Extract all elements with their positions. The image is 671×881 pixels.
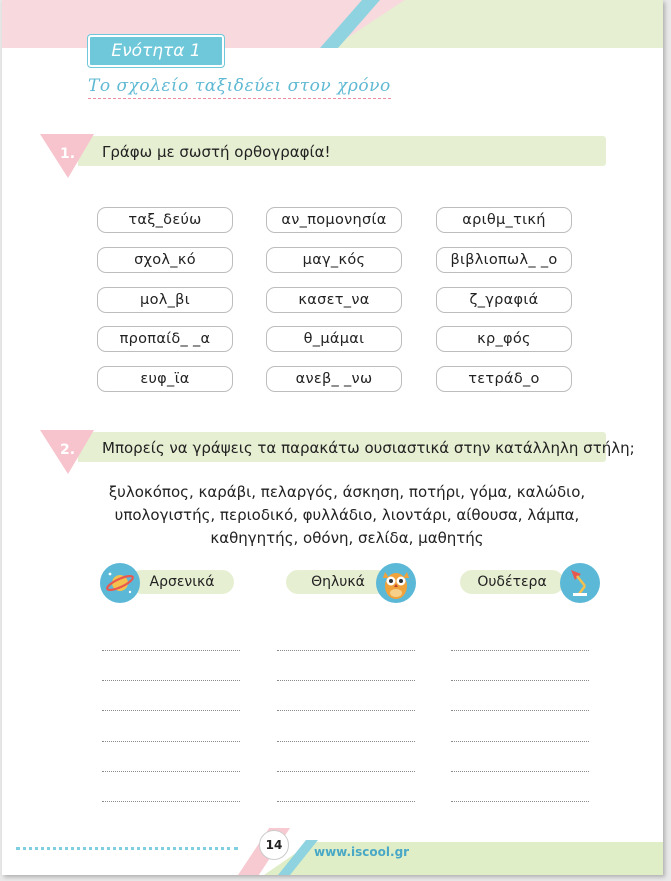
- worksheet-page: [2, 0, 663, 875]
- answer-line[interactable]: [451, 771, 589, 772]
- planet-icon: [99, 562, 141, 604]
- answer-line[interactable]: [102, 650, 240, 651]
- answer-line[interactable]: [277, 650, 415, 651]
- word-pill: τετράδ_ο: [436, 366, 572, 392]
- word-pill: ανεβ_ _νω: [266, 366, 402, 392]
- column-label-masculine: Αρσενικά: [130, 570, 234, 594]
- word-pill: κρ_φός: [436, 326, 572, 352]
- word-pill: αριθμ_τική: [436, 207, 572, 233]
- answer-line[interactable]: [277, 680, 415, 681]
- footer-dotted-rule: [16, 847, 238, 850]
- exercise1-number: 1.: [60, 146, 76, 162]
- answer-line[interactable]: [102, 710, 240, 711]
- answer-line[interactable]: [277, 741, 415, 742]
- word-pill: μαγ_κός: [266, 247, 402, 273]
- column-label-feminine: Θηλυκά: [286, 570, 390, 594]
- word-pill: ευφ_ϊα: [97, 366, 233, 392]
- exercise2-instruction: Μπορείς να γράψεις τα παρακάτω ουσιαστικά στην κατάλληλη στήλη;: [102, 439, 635, 457]
- owl-icon: [375, 562, 417, 604]
- answer-line[interactable]: [102, 771, 240, 772]
- answer-line[interactable]: [102, 741, 240, 742]
- page-number: 14: [259, 830, 289, 860]
- unit-title: Το σχολείο ταξιδεύει στον χρόνο: [88, 76, 391, 99]
- answer-line[interactable]: [451, 650, 589, 651]
- answer-line[interactable]: [277, 801, 415, 802]
- word-pill: βιβλιοπωλ_ _ο: [436, 247, 572, 273]
- answer-line[interactable]: [277, 771, 415, 772]
- word-pill: σχολ_κό: [97, 247, 233, 273]
- answer-line[interactable]: [451, 801, 589, 802]
- word-pill: θ_μάμαι: [266, 326, 402, 352]
- column-label-neuter: Ουδέτερα: [460, 570, 564, 594]
- exercise1-instruction: Γράφω με σωστή ορθογραφία!: [102, 143, 331, 161]
- answer-line[interactable]: [451, 680, 589, 681]
- noun-list-line: υπολογιστής, περιοδικό, φυλλάδιο, λιοντάρι, αίθουσα, λάμπα,: [114, 506, 580, 524]
- word-pill: ταξ_δεύω: [97, 207, 233, 233]
- desk-lamp-icon: [559, 562, 601, 604]
- answer-line[interactable]: [451, 710, 589, 711]
- noun-list-line: καθηγητής, οθόνη, σελίδα, μαθητής: [210, 529, 484, 547]
- word-pill: κασετ_να: [266, 287, 402, 313]
- answer-line[interactable]: [277, 710, 415, 711]
- noun-list-line: ξυλοκόπος, καράβι, πελαργός, άσκηση, ποτήρι, γόμα, καλώδιο,: [108, 483, 586, 501]
- answer-line[interactable]: [102, 680, 240, 681]
- word-pill: μολ_βι: [97, 287, 233, 313]
- answer-line[interactable]: [451, 741, 589, 742]
- word-pill: προπαίδ_ _α: [97, 326, 233, 352]
- exercise2-number: 2.: [60, 442, 76, 458]
- word-pill: αν_πομονησία: [266, 207, 402, 233]
- word-pill: ζ_γραφιά: [436, 287, 572, 313]
- answer-line[interactable]: [102, 801, 240, 802]
- noun-word-list: [92, 481, 602, 550]
- unit-label: Ενότητα 1: [88, 35, 224, 67]
- website-link[interactable]: www.iscool.gr: [314, 845, 410, 859]
